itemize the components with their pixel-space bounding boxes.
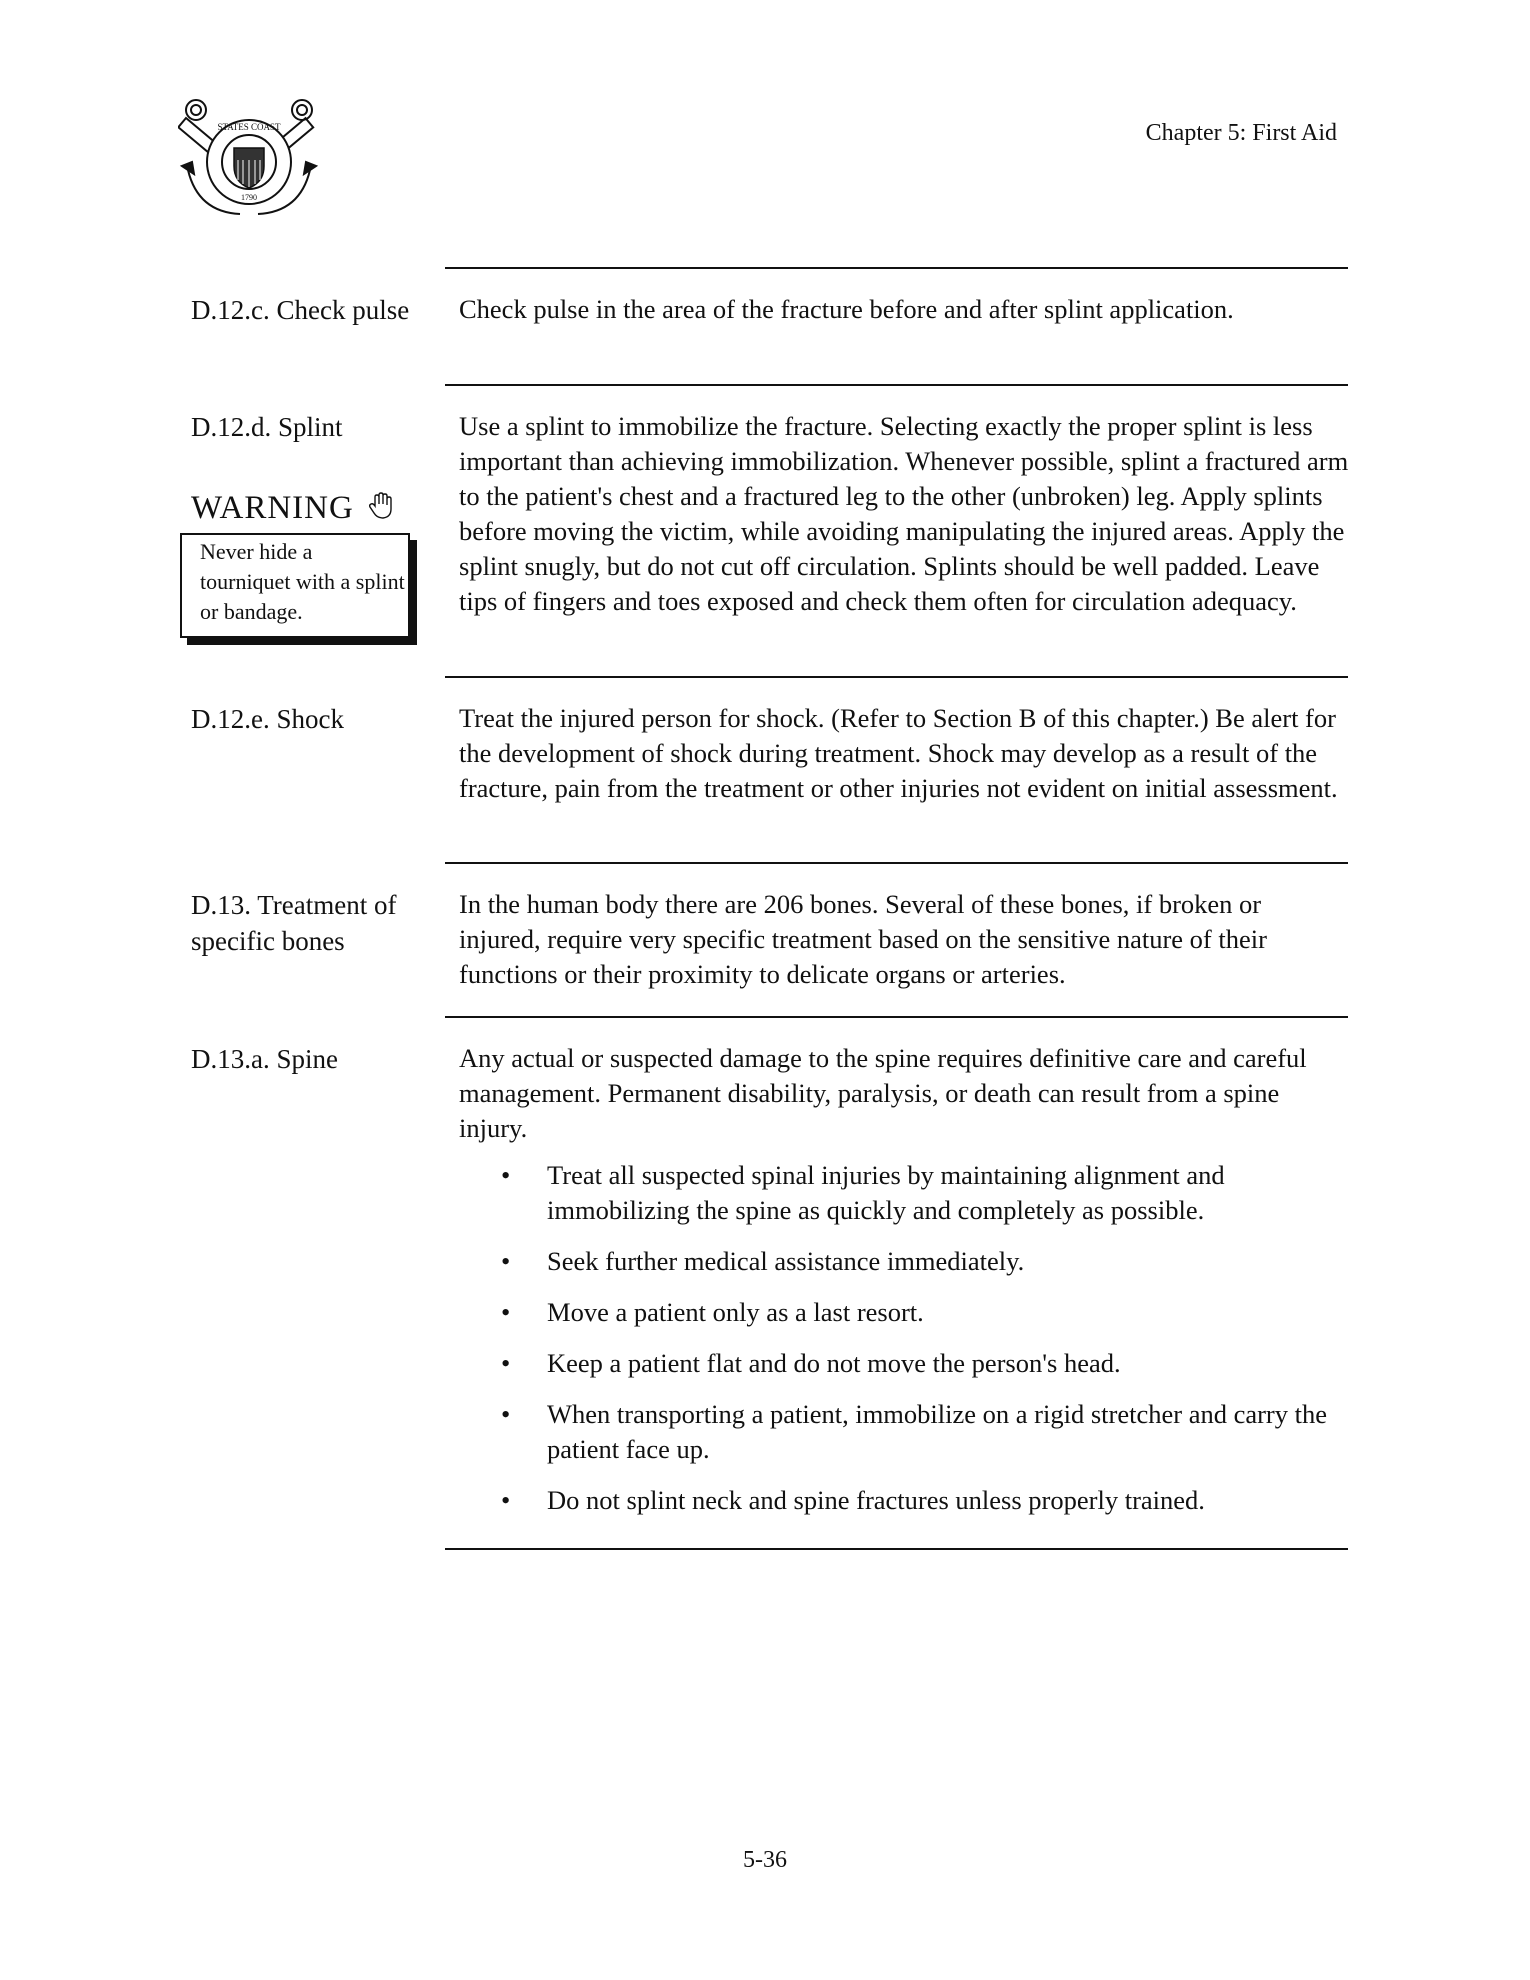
divider xyxy=(445,384,1348,386)
list-item: • When transporting a patient, immobilize on a rigid stretcher and carry the patient face up. xyxy=(501,1399,1328,1464)
warning-heading xyxy=(191,490,395,529)
divider xyxy=(445,1016,1348,1018)
section-body xyxy=(459,887,1349,992)
svg-text:STATES COAST: STATES COAST xyxy=(217,122,281,132)
paragraph: Check pulse in the area of the fracture before and after splint application. xyxy=(459,294,1234,324)
section-label: D.12.e. Shock xyxy=(191,704,344,734)
list-item: • Treat all suspected spinal injuries by maintaining alignment and immobilizing the spine as quickly and completely as possible. xyxy=(501,1160,1225,1225)
list-item: • Seek further medical assistance immediately. xyxy=(459,1244,1349,1279)
section-body xyxy=(459,409,1349,619)
raised-hand-icon xyxy=(369,492,395,529)
list-item: • Move a patient only as a last resort. xyxy=(459,1295,1349,1330)
paragraph: Use a splint to immobilize the fracture. Selecting exactly the proper splint is less important than achieving immobilization. Whenever possible, splint a fractured arm to the patient's chest and a fractured leg to the other (unbroken) leg. Apply splints before moving the victim, while avoiding manipulating the injured areas. Apply the splint snugly, but do not cut off circulation. Splints should be well padded. Leave tips of fingers and toes exposed and check them often for circulation adequacy. xyxy=(459,411,1349,616)
bullet-icon: • xyxy=(501,1246,511,1276)
section-label: D.13. Treatment of specific bones xyxy=(191,890,397,956)
bullet-icon: • xyxy=(501,1485,511,1515)
bullet-icon: • xyxy=(501,1348,511,1378)
svg-text:1790: 1790 xyxy=(241,193,257,202)
section-body xyxy=(459,701,1349,806)
section-label: D.12.d. Splint xyxy=(191,412,343,442)
divider xyxy=(445,862,1348,864)
list-item: • Do not splint neck and spine fractures unless properly trained. xyxy=(459,1483,1349,1518)
bullet-icon: • xyxy=(501,1297,511,1327)
bullet-list xyxy=(459,1158,1349,1518)
divider xyxy=(445,267,1348,269)
divider xyxy=(445,676,1348,678)
paragraph: Treat the injured person for shock. (Refer to Section B of this chapter.) Be alert for the development of shock during treatment. Shock may develop as a result of the fracture, pain from the treatment or other injuries not evident on initial assessment. xyxy=(459,703,1338,803)
section-label: D.13.a. Spine xyxy=(191,1044,338,1074)
divider xyxy=(445,1548,1348,1550)
paragraph: Any actual or suspected damage to the spine requires definitive care and careful management. Permanent disability, paralysis, or death can result from a spine injury. xyxy=(459,1043,1307,1143)
section-label: D.12.c. Check pulse xyxy=(191,295,410,325)
warning-callout xyxy=(180,533,410,638)
bullet-icon: • xyxy=(501,1160,511,1190)
warning-title: WARNING xyxy=(191,490,354,526)
paragraph: In the human body there are 206 bones. Several of these bones, if broken or injured, require very specific treatment based on the sensitive nature of their functions or their proximity to delicate organs or arteries. xyxy=(459,889,1267,989)
list-item: • Keep a patient flat and do not move the person's head. xyxy=(459,1346,1349,1381)
section-body xyxy=(459,1041,1349,1534)
us-coast-guard-emblem-icon xyxy=(178,92,320,222)
page-number: 5-36 xyxy=(743,1847,787,1873)
running-head: Chapter 5: First Aid xyxy=(1145,120,1337,146)
warning-text: Never hide a tourniquet with a splint or bandage. xyxy=(200,539,405,624)
bullet-icon: • xyxy=(501,1399,511,1429)
section-body xyxy=(459,292,1349,327)
